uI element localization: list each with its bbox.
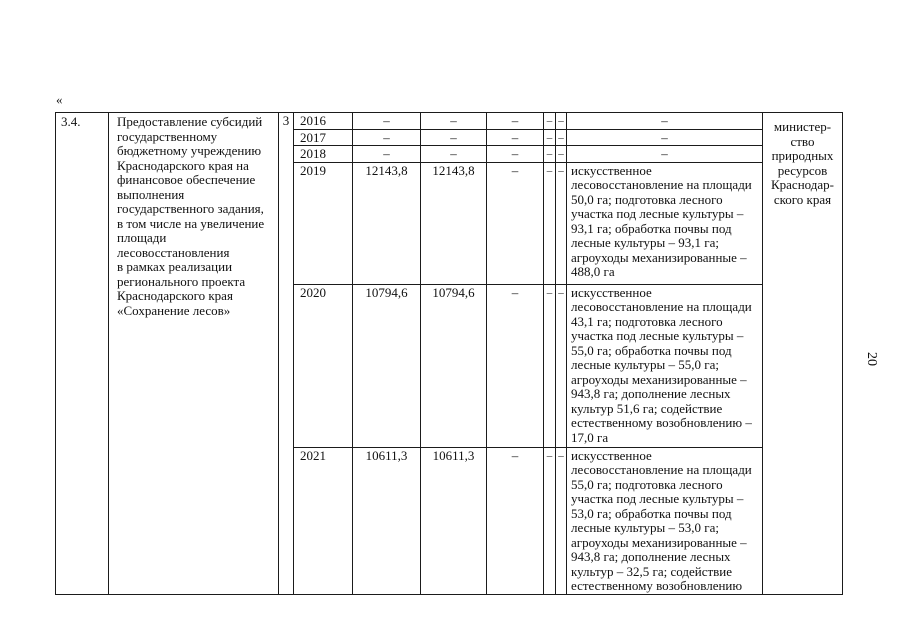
value-cell: – [353,129,421,146]
responsible-executor: министер- ство природных ресурсов Краснодар- ского края [763,113,843,595]
value-cell: – [487,129,544,146]
value-cell: 10611,3 [353,447,421,594]
value-cell: – [353,146,421,163]
year-cell: 2017 [294,129,353,146]
year-cell: 2016 [294,113,353,130]
result-cell: – [567,129,763,146]
value-cell: – [487,113,544,130]
value-cell: – [544,284,556,447]
result-cell: искусственное лесовосстановление на площади 50,0 га; подготовка лесного участка под лесные культуры – 93,1 га; обработка почвы под лесные культуры – 93,1 га; агроуходы механизированные – 488,0 га [567,162,763,284]
value-cell: – [487,146,544,163]
value-cell: 10794,6 [421,284,487,447]
value-cell: – [556,113,567,130]
year-cell: 2019 [294,162,353,284]
result-cell: искусственное лесовосстановление на площади 43,1 га; подготовка лесного участка под лесные культуры – 55,0 га; обработка почвы под лесные культуры – 55,0 га; агроуходы механизированные – 943,8 га; дополнение лесных культур 51,6 га; содействие естественному возобновлению – 17,0 га [567,284,763,447]
result-cell: искусственное лесовосстановление на площади 55,0 га; подготовка лесного участка под лесные культуры – 53,0 га; обработка почвы под лесные культуры – 53,0 га; агроуходы механизированные – 943,8 га; дополнение лесных культур – 32,5 га; содействие естественному возобновлению [567,447,763,594]
value-cell: – [421,129,487,146]
result-cell: – [567,113,763,130]
year-cell: 2018 [294,146,353,163]
value-cell: 12143,8 [353,162,421,284]
value-cell: – [421,146,487,163]
value-cell: – [556,284,567,447]
program-table [55,112,843,595]
value-cell: – [544,146,556,163]
value-cell: – [544,113,556,130]
page-number: 20 [864,352,879,366]
value-cell: – [353,113,421,130]
value-cell: – [544,447,556,594]
value-cell: – [487,162,544,284]
value-cell: – [556,146,567,163]
value-cell: – [421,113,487,130]
result-cell: – [567,146,763,163]
value-cell: – [556,162,567,284]
item-description: Предоставление субсидий государственному бюджетному учреждению Краснодарского края на финансовое обеспечение выполнения государственного задания, в том числе на увеличение площади лесовосстановления в рамках реализации регионального проекта Краснодарского края «Сохранение лесов» [109,113,279,595]
value-cell: – [487,284,544,447]
value-cell: 10611,3 [421,447,487,594]
value-cell: – [544,129,556,146]
table-row-2016 [56,113,843,130]
column-3-value: 3 [279,113,294,595]
value-cell: – [487,447,544,594]
year-cell: 2021 [294,447,353,594]
item-number: 3.4. [56,113,109,595]
value-cell: – [556,447,567,594]
opening-quote-mark: « [56,92,63,107]
year-cell: 2020 [294,284,353,447]
value-cell: – [544,162,556,284]
value-cell: 10794,6 [353,284,421,447]
value-cell: 12143,8 [421,162,487,284]
value-cell: – [556,129,567,146]
